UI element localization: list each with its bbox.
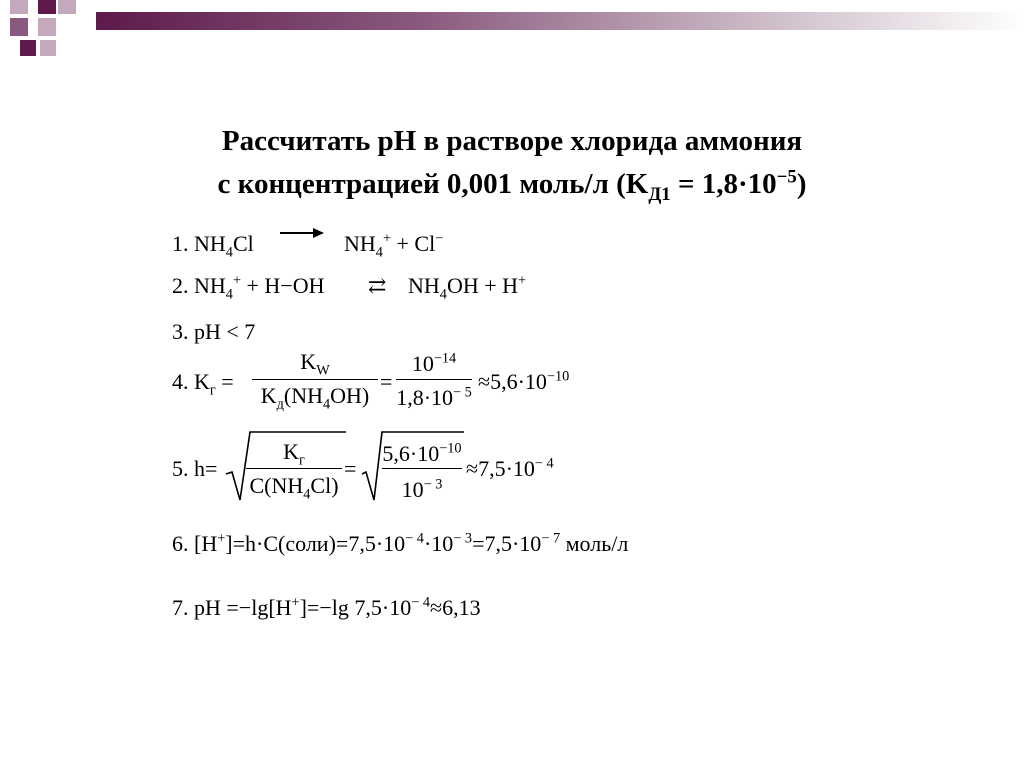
fraction-numerator: $K_W$: [300, 349, 330, 379]
deco-square: [40, 40, 56, 56]
fraction-numerator: $10^{-14}$: [411, 350, 457, 376]
deco-square: [38, 18, 56, 36]
fraction-bar: [246, 468, 342, 469]
slide-title: [0, 120, 1024, 206]
fraction-numerator: $5,6\cdot 10^{-10}$: [382, 440, 462, 466]
deco-square: [10, 18, 28, 36]
step-7: 7. pH =−lg[H+]=−lg $7,5\cdot 10^{- 4}\approx 6,13$: [172, 594, 481, 620]
fraction-denominator: $10^{- 3}$: [401, 476, 443, 502]
title-line-2: с концентрацией 0,001 моль/л $(K_{Д1} = 1,8\cdot 10^{-5})$: [217, 166, 807, 205]
fraction-bar: [382, 468, 462, 469]
deco-square: [58, 0, 76, 14]
fraction-bar: [252, 379, 378, 380]
title-line-1: Рассчитать pH в растворе хлорида аммония: [221, 125, 803, 157]
step-2-products: $NH_4OH + H^+$: [408, 272, 527, 303]
fraction-numerator: $K_г$: [283, 439, 305, 469]
equilibrium-arrows-icon: ⇄: [368, 273, 387, 298]
deco-square: [38, 0, 56, 14]
slide-decoration: [0, 0, 1024, 62]
fraction-bar: [396, 379, 472, 380]
step-3: 3. pH < 7: [172, 319, 256, 344]
step-6: 6. $[H^+]=h\cdot C(соли)=7,5\cdot 10^{- 4}\cdot 10^{- 3}=7,5\cdot 10^{- 7}$ моль/л: [172, 530, 629, 556]
step-1: 1. $NH_4Cl$: [172, 231, 254, 261]
step-2: 2. $NH_4^+ + H-OH$: [172, 272, 325, 303]
fraction-denominator: $C(NH_4Cl)$: [249, 473, 339, 503]
right-arrow-icon: [280, 232, 322, 234]
fraction-denominator: $K_д(NH_4OH)$: [260, 383, 370, 413]
deco-square: [20, 40, 36, 56]
deco-square: [10, 0, 28, 14]
step-1-products: $NH_4^+ + Cl^-$: [344, 230, 444, 261]
fraction-denominator: $1,8\cdot 10^{- 5}$: [396, 384, 472, 410]
deco-gradient-bar: [96, 12, 1024, 30]
